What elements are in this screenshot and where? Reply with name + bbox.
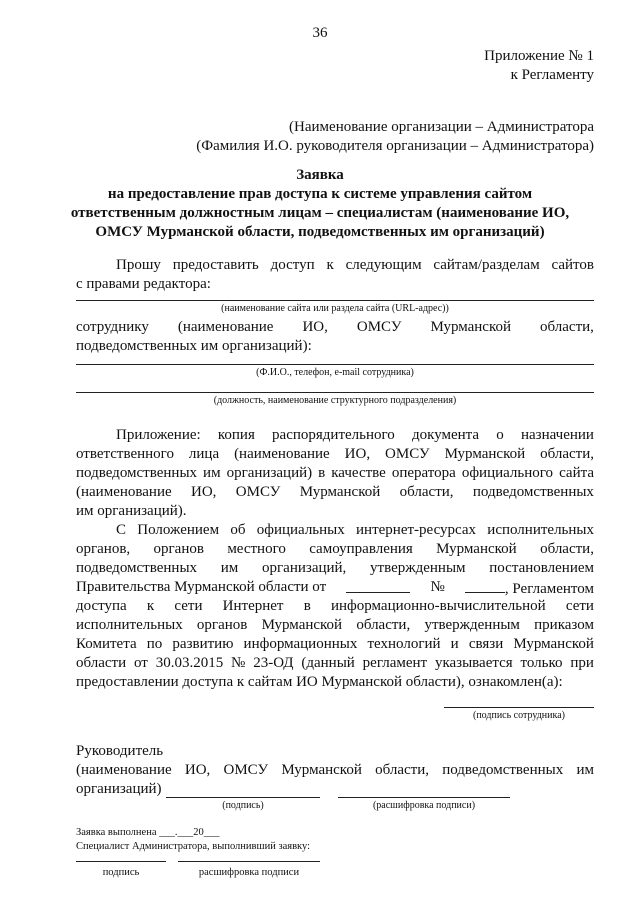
site-url-field-line bbox=[76, 300, 594, 301]
regulation-line-1: С Положением об официальных интернет-ресурсах исполнительных bbox=[116, 522, 594, 538]
employee-fio-caption: (Ф.И.О., телефон, e-mail сотрудника) bbox=[256, 367, 414, 378]
specialist-signature-caption: подпись bbox=[102, 867, 140, 878]
attachment-line-4: (наименование ИО, ОМСУ Мурманской области, подведомственных bbox=[76, 484, 594, 500]
decree-date-blank bbox=[346, 578, 410, 593]
specialist-decoding-line bbox=[178, 861, 320, 862]
appendix-line-1: Приложение № 1 bbox=[484, 48, 594, 64]
appendix-line-2: к Регламенту bbox=[510, 67, 594, 83]
page-number: 36 bbox=[312, 25, 328, 41]
head-signature-line bbox=[166, 797, 320, 798]
regulation-line-5: доступа к сети Интернет в информационно-вычислительной сети bbox=[76, 598, 594, 614]
head-decoding-line bbox=[338, 797, 510, 798]
request-line-2: с правами редактора: bbox=[76, 276, 211, 292]
addressee-head: (Фамилия И.О. руководителя организации – Администратора) bbox=[196, 138, 594, 154]
head-line-2: (наименование ИО, ОМСУ Мурманской области, подведомственных им bbox=[76, 762, 594, 778]
head-line-3: организаций) bbox=[76, 781, 162, 797]
completion-date: Заявка выполнена ___.___20___ bbox=[76, 827, 220, 838]
title-line-3: ответственным должностным лицам – специалистам (наименование ИО, bbox=[70, 205, 570, 221]
attachment-line-5: им организаций). bbox=[76, 503, 187, 519]
site-url-caption: (наименование сайта или раздела сайта (URL-адрес)) bbox=[221, 303, 449, 314]
employee-line-2: подведомственных им организаций): bbox=[76, 338, 312, 354]
regulation-line-7: Комитета по развитию информационных технологий и связи Мурманской bbox=[76, 636, 594, 652]
regulation-line-9: предоставлении доступа к сайтам ИО Мурманской области), ознакомлен(а): bbox=[76, 674, 563, 690]
employee-line-1: сотруднику (наименование ИО, ОМСУ Мурманской области, bbox=[76, 319, 594, 335]
head-signature-caption: (подпись) bbox=[222, 800, 264, 811]
head-decoding-caption: (расшифровка подписи) bbox=[372, 800, 476, 811]
employee-fio-field-line bbox=[76, 364, 594, 365]
title-line-1: Заявка bbox=[296, 167, 344, 183]
employee-signature-line bbox=[444, 707, 594, 708]
employee-position-field-line bbox=[76, 392, 594, 393]
employee-position-caption: (должность, наименование структурного подразделения) bbox=[213, 395, 457, 406]
regulation-line-4: Правительства Мурманской области от № , Регламентом bbox=[76, 579, 594, 597]
completion-specialist: Специалист Администратора, выполнивший заявку: bbox=[76, 841, 311, 852]
regulation-line-2: органов, органов местного самоуправления Мурманской области, bbox=[76, 541, 594, 557]
specialist-decoding-caption: расшифровка подписи bbox=[198, 867, 300, 878]
title-line-4: ОМСУ Мурманской области, подведомственных им организаций) bbox=[95, 224, 545, 240]
regulation-line-6: исполнительных органов Мурманской области, утвержденным приказом bbox=[76, 617, 594, 633]
decree-number-blank bbox=[465, 578, 505, 593]
head-label: Руководитель bbox=[76, 743, 164, 759]
title-line-2: на предоставление прав доступа к системе управления сайтом bbox=[107, 186, 533, 202]
request-line-1: Прошу предоставить доступ к следующим сайтам/разделам сайтов bbox=[116, 257, 594, 273]
attachment-line-1: Приложение: копия распорядительного документа о назначении bbox=[116, 427, 594, 443]
attachment-line-3: подведомственных им организаций) в качестве оператора официального сайта bbox=[76, 465, 594, 481]
regulation-line-3: подведомственных им организаций, утвержденным постановлением bbox=[76, 560, 594, 576]
attachment-line-2: ответственного лица (наименование ИО, ОМСУ Мурманской области, bbox=[76, 446, 594, 462]
specialist-signature-line bbox=[76, 861, 166, 862]
employee-signature-caption: (подпись сотрудника) bbox=[473, 710, 565, 721]
addressee-organization: (Наименование организации – Администратора bbox=[289, 119, 594, 135]
regulation-line-8: области от 30.03.2015 № 23-ОД (данный регламент указывается только при bbox=[76, 655, 594, 671]
